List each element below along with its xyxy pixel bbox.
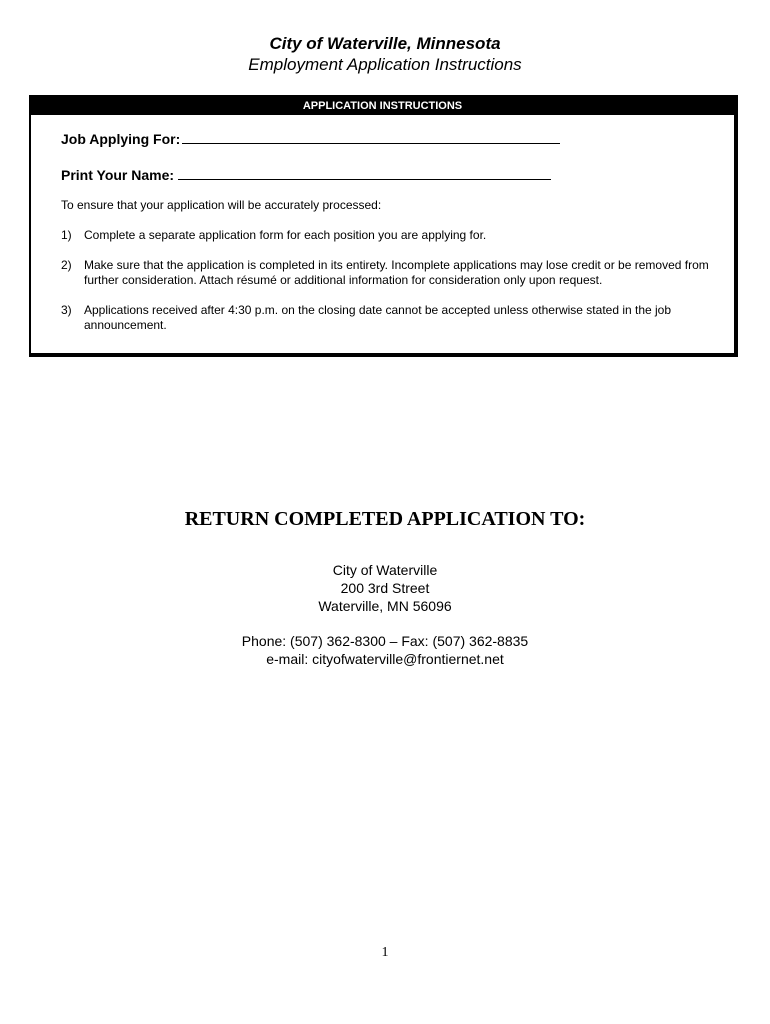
page-number: 1 xyxy=(381,945,389,960)
return-org: City of Waterville xyxy=(332,562,438,578)
return-email[interactable]: e-mail: cityofwaterville@frontiernet.net xyxy=(266,651,504,667)
print-name-line[interactable] xyxy=(178,165,551,180)
instruction-number: 1) xyxy=(61,228,72,242)
job-applying-label: Job Applying For: xyxy=(61,131,181,147)
instruction-number: 2) xyxy=(61,258,72,272)
document-title: City of Waterville, Minnesota xyxy=(269,34,501,53)
instructions-box-heading: APPLICATION INSTRUCTIONS xyxy=(31,97,734,115)
instructions-box xyxy=(29,95,738,357)
instruction-text: Complete a separate application form for each position you are applying for. xyxy=(84,228,487,242)
job-applying-field xyxy=(61,129,560,147)
instruction-number: 3) xyxy=(61,303,72,317)
print-name-label: Print Your Name: xyxy=(61,167,175,183)
return-city-state-zip: Waterville, MN 56096 xyxy=(318,598,452,614)
return-heading: RETURN COMPLETED APPLICATION TO: xyxy=(184,508,586,530)
return-street: 200 3rd Street xyxy=(340,580,430,596)
instructions-intro: To ensure that your application will be accurately processed: xyxy=(61,198,382,212)
instruction-text: Applications received after 4:30 p.m. on the closing date cannot be accepted unless otherwise stated in the job announcement. xyxy=(84,303,672,332)
instruction-text: Make sure that the application is completed in its entirety. Incomplete applications may lose credit or be removed from further consideration. Attach résumé or additional information for consideration only upon request. xyxy=(84,258,709,287)
print-name-field xyxy=(61,165,551,183)
document-subtitle: Employment Application Instructions xyxy=(248,55,522,74)
return-phone-fax: Phone: (507) 362-8300 – Fax: (507) 362-8835 xyxy=(241,633,529,649)
job-applying-line[interactable] xyxy=(182,129,560,144)
